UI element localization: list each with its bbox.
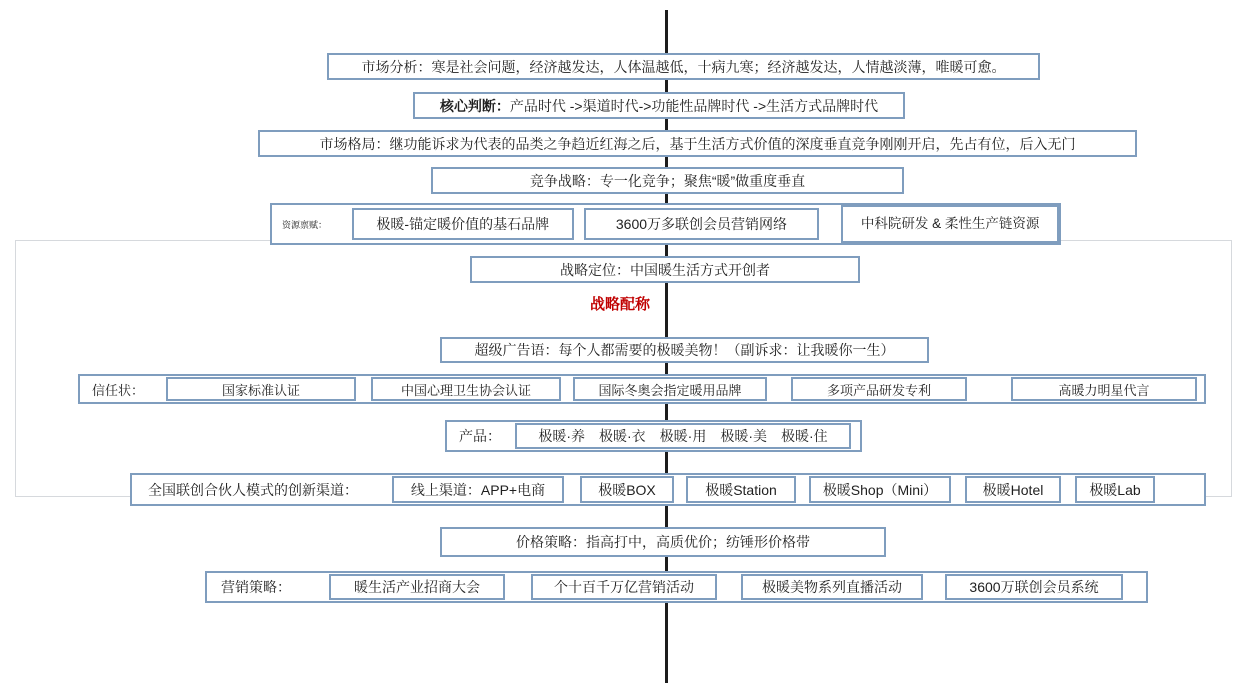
channel-item-hotel: 极暖Hotel — [965, 476, 1061, 503]
marketing-item-member-system: 3600万联创会员系统 — [945, 574, 1123, 600]
products-list-box: 极暖·养 极暖·衣 极暖·用 极暖·美 极暖·住 — [515, 423, 851, 449]
core-judgment-text: 产品时代 ->渠道时代->功能性品牌时代 ->生活方式品牌时代 — [509, 97, 879, 114]
core-judgment-box — [413, 92, 905, 119]
channel-item-station: 极暖Station — [686, 476, 796, 503]
trust-item-celebrity: 高暖力明星代言 — [1011, 377, 1197, 401]
market-analysis-box — [327, 53, 1040, 80]
channel-item-box: 极暖BOX — [580, 476, 674, 503]
marketing-item-livestream: 极暖美物系列直播活动 — [741, 574, 923, 600]
resource-item-members: 3600万多联创会员营销网络 — [584, 208, 820, 240]
resource-endowment-group — [270, 203, 1061, 245]
super-slogan-text: 超级广告语：每个人都需要的极暖美物！（副诉求：让我暖你一生） — [474, 342, 895, 358]
marketing-item-investment-conference: 暖生活产业招商大会 — [329, 574, 505, 600]
trust-item-national-standard: 国家标准认证 — [166, 377, 356, 401]
marketing-strategy-label: 营销策略： — [221, 579, 291, 595]
competition-strategy-text: 竞争战略：专一化竞争；聚焦“暖”做重度垂直 — [529, 172, 806, 189]
trust-credentials-label: 信任状： — [92, 382, 145, 398]
price-strategy-text: 价格策略：指高打中，高质优价；纺锤形价格带 — [516, 534, 810, 550]
competition-strategy-box — [431, 167, 904, 194]
marketing-item-campaigns: 个十百千万亿营销活动 — [531, 574, 717, 600]
market-pattern-text: 市场格局：继功能诉求为代表的品类之争趋近红海之后，基于生活方式价值的深度垂直竞争刚刚开启，先占有位，后入无门 — [319, 135, 1076, 152]
products-group — [445, 420, 862, 452]
channel-item-lab: 极暖Lab — [1075, 476, 1155, 503]
channel-item-shop-mini: 极暖Shop（Mini） — [809, 476, 951, 503]
super-slogan-box — [440, 337, 929, 363]
trust-item-patents: 多项产品研发专利 — [791, 377, 967, 401]
resource-item-rnd: 中科院研发 & 柔性生产链资源 — [841, 205, 1059, 243]
resource-endowment-label: 资源禀赋： — [282, 219, 328, 230]
channels-group — [130, 473, 1206, 506]
market-pattern-box — [258, 130, 1137, 157]
core-judgment-label: 核心判断： — [439, 97, 510, 114]
market-analysis-text: 市场分析：寒是社会问题，经济越发达，人体温越低，十病九寒；经济越发达，人情越淡薄，唯暖可愈。 — [361, 58, 1006, 75]
strategy-matching-title: 战略配称 — [0, 293, 1240, 314]
marketing-strategy-group — [205, 571, 1148, 603]
strategic-positioning-text: 战略定位：中国暖生活方式开创者 — [560, 261, 770, 278]
channel-item-online: 线上渠道：APP+电商 — [392, 476, 564, 503]
channels-label: 全国联创合伙人模式的创新渠道： — [148, 481, 358, 498]
trust-credentials-group — [78, 374, 1206, 404]
trust-item-mental-health-assoc: 中国心理卫生协会认证 — [371, 377, 561, 401]
products-label: 产品： — [459, 428, 501, 444]
price-strategy-box — [440, 527, 886, 557]
trust-item-winter-olympics: 国际冬奥会指定暖用品牌 — [573, 377, 767, 401]
strategic-positioning-box — [470, 256, 860, 283]
resource-item-brand: 极暖-锚定暖价值的基石品牌 — [352, 208, 574, 240]
